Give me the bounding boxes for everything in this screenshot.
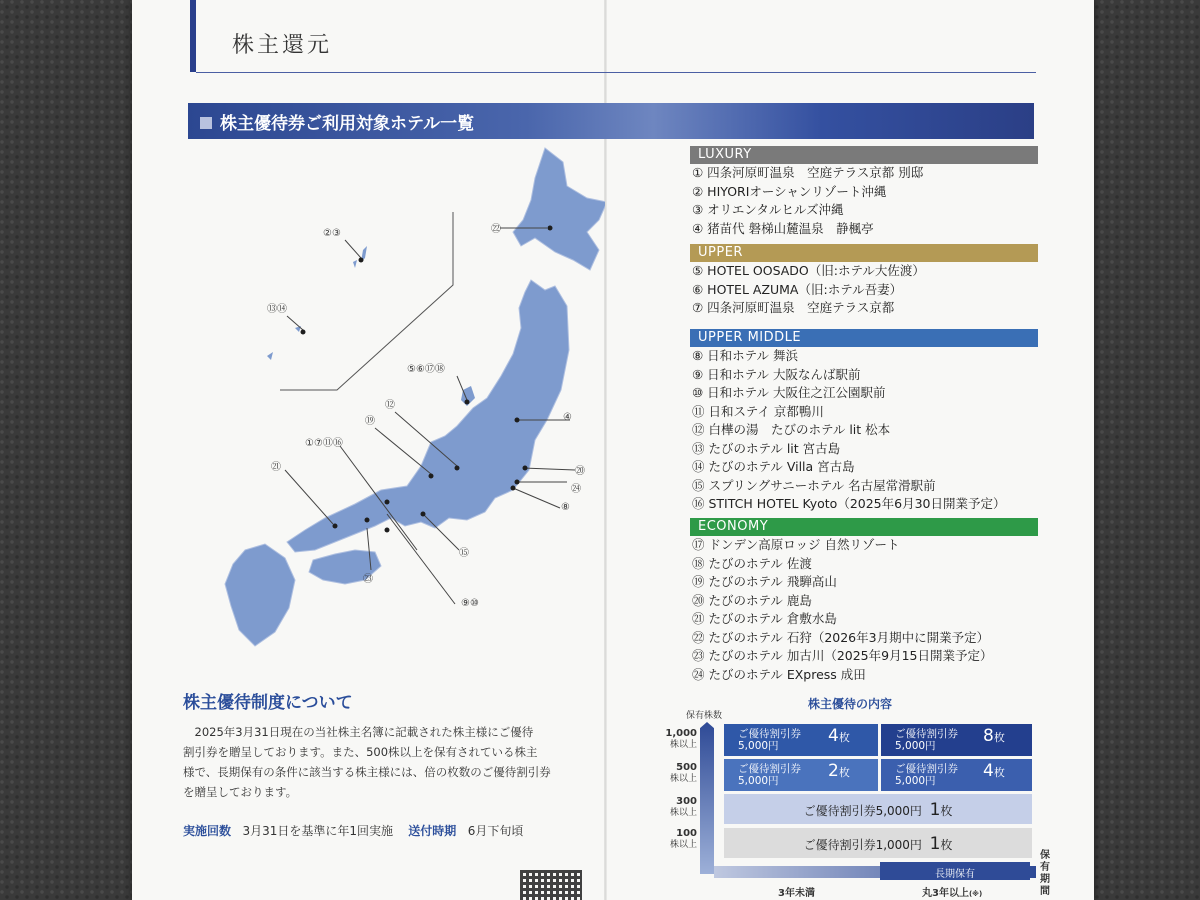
- hotel-item: ⑨ 日和ホテル 大阪なんば駅前: [692, 366, 861, 382]
- about-line: 2025年3月31日現在の当社株主名簿に記載された株主様にご優待: [183, 725, 534, 739]
- japan-map: [195, 140, 605, 675]
- shares-unit: 株以上: [669, 740, 697, 750]
- hotel-item: ⑪ 日和ステイ 京都鴨川: [692, 403, 824, 419]
- map-marker-label: ㉓: [363, 574, 373, 585]
- unit-mai: 枚: [993, 766, 1005, 779]
- send-label: 送付時期: [408, 824, 457, 838]
- category-heading: LUXURY: [690, 146, 1038, 164]
- hotel-item: ② HIYORIオーシャンリゾート沖縄: [692, 183, 887, 199]
- category-heading: UPPER: [690, 244, 1038, 262]
- schedule-info: [183, 822, 523, 839]
- japan-map-graphic: [195, 140, 605, 675]
- category-heading: ECONOMY: [690, 518, 1038, 536]
- category-upper-middle: [690, 329, 1038, 514]
- hotel-item: ⑳ たびのホテル 鹿島: [692, 592, 812, 608]
- shares-row-label: [655, 796, 697, 819]
- about-body: [183, 722, 593, 802]
- long-term-label: 長期保有: [880, 862, 1030, 880]
- period-over-3-text: 丸3年以上: [922, 888, 969, 899]
- shares-unit: 株以上: [669, 840, 697, 850]
- benefit-title: 株主優待の内容: [808, 697, 893, 711]
- benefit-cell: [724, 724, 878, 756]
- map-marker-label: ②③: [323, 228, 341, 239]
- shares-value: 500: [676, 762, 697, 773]
- hotel-item: ⑲ たびのホテル 飛騨高山: [692, 574, 837, 589]
- hotel-item: ⑥ HOTEL AZUMA（旧:ホテル吾妻）: [692, 281, 903, 297]
- hotel-item: ⑱ たびのホテル 佐渡: [692, 555, 812, 571]
- cell-text: 5,000円: [895, 740, 936, 752]
- map-marker-label: ㉔: [571, 484, 581, 495]
- period-over-3: [922, 884, 982, 899]
- cell-text: ご優待割引券: [738, 728, 801, 740]
- benefit-cell: [881, 759, 1032, 791]
- hotel-item: ㉒ たびのホテル 石狩（2026年3月期中に開業予定）: [692, 629, 990, 645]
- category-upper: [690, 244, 1038, 318]
- shares-value: 100: [676, 828, 697, 839]
- hotel-item: ⑩ 日和ホテル 大阪住之江公園駅前: [692, 385, 886, 400]
- ticket-count: 4: [983, 761, 994, 781]
- hotel-item: ④ 猪苗代 磐梯山麓温泉 静楓亭: [692, 220, 874, 236]
- ticket-count: 1: [929, 834, 941, 854]
- unit-mai: 枚: [838, 766, 850, 779]
- category-heading: UPPER MIDDLE: [690, 329, 1038, 347]
- hotel-item: ⑮ スプリングサニーホテル 名古屋常滑駅前: [692, 477, 936, 493]
- header-accent: [190, 0, 196, 72]
- period-under-3: 3年未満: [778, 888, 815, 899]
- footnote-mark: (※): [968, 890, 983, 898]
- map-marker-label: ⑬⑭: [267, 304, 287, 315]
- hotel-item: ㉔ たびのホテル EXpress 成田: [692, 666, 866, 682]
- shares-value: 1,000: [665, 728, 697, 739]
- benefit-cell: [724, 759, 878, 791]
- cell-text: ご優待割引券: [895, 763, 958, 775]
- map-marker-label: ⑨⑩: [461, 598, 479, 609]
- hotel-item: ⑯ STITCH HOTEL Kyoto（2025年6月30日開業予定）: [692, 496, 1006, 511]
- category-economy: [690, 518, 1038, 684]
- period-axis-label: 保有期間: [1040, 850, 1050, 897]
- unit-mai: 枚: [940, 804, 953, 818]
- shares-unit: 株以上: [669, 808, 697, 818]
- section-title: 株主優待券ご利用対象ホテル一覧: [220, 114, 475, 134]
- map-marker-label: ④: [563, 412, 572, 423]
- cell-text: ご優待割引券: [895, 728, 958, 740]
- about-title: 株主優待制度について: [183, 693, 353, 713]
- about-line: 割引券を贈呈しております。また、500株以上を保有されている株主: [183, 745, 538, 759]
- about-line: 様で、長期保有の条件に該当する株主様には、倍の枚数のご優待割引券: [183, 765, 551, 779]
- unit-mai: 枚: [993, 731, 1005, 744]
- hotel-item: ⑰ ドンデン高原ロッジ 自然リゾート: [692, 537, 900, 552]
- hotel-item: ⑧ 日和ホテル 舞浜: [692, 348, 799, 363]
- cell-text: 5,000円: [738, 740, 779, 752]
- hotel-item: ⑬ たびのホテル lit 宮古島: [692, 440, 841, 456]
- shares-value: 300: [676, 796, 697, 807]
- map-marker-label: ⑲: [365, 416, 375, 427]
- hotel-item: ㉑ たびのホテル 倉敷水島: [692, 611, 837, 626]
- map-marker-label: ⑧: [561, 502, 570, 513]
- benefit-cell: [724, 828, 1032, 858]
- hotel-item: ⑦ 四条河原町温泉 空庭テラス京都: [692, 300, 895, 315]
- benefit-cell: [881, 724, 1032, 756]
- shares-axis-arrow: [700, 722, 714, 874]
- qr-code[interactable]: [520, 870, 582, 900]
- cell-text: 5,000円: [738, 775, 779, 787]
- header-rule: [196, 72, 1036, 73]
- about-line: を贈呈しております。: [183, 785, 298, 799]
- unit-mai: 枚: [838, 731, 850, 744]
- page-title: 株主還元: [232, 33, 333, 58]
- shares-row-label: [655, 762, 697, 785]
- shares-unit: 株以上: [669, 774, 697, 784]
- map-marker-label: ①⑦⑪⑯: [305, 438, 343, 449]
- category-luxury: [690, 146, 1038, 238]
- frequency-label: 実施回数: [183, 824, 232, 838]
- cell-text: ご優待割引券: [738, 763, 801, 775]
- map-marker-label: ㉒: [491, 224, 501, 235]
- cell-text: 5,000円: [895, 775, 936, 787]
- unit-mai: 枚: [940, 838, 953, 852]
- benefit-cell: [724, 794, 1032, 824]
- hotel-item: ⑭ たびのホテル Villa 宮古島: [692, 459, 855, 474]
- square-bullet-icon: [200, 117, 212, 129]
- shares-axis-label: 保有株数: [686, 711, 723, 721]
- ticket-count: 4: [828, 726, 839, 746]
- map-marker-label: ㉑: [271, 462, 281, 473]
- hotel-item: ③ オリエンタルヒルズ沖縄: [692, 202, 844, 217]
- hotel-item: ㉓ たびのホテル 加古川（2025年9月15日開業予定）: [692, 648, 993, 663]
- ticket-count: 2: [828, 761, 839, 781]
- map-marker-label: ⑤⑥⑰⑱: [407, 364, 445, 375]
- map-marker-label: ⑫: [385, 400, 395, 411]
- section-heading: [188, 103, 1034, 139]
- hotel-item: ⑫ 白樺の湯 たびのホテル lit 松本: [692, 422, 891, 437]
- hotel-item: ① 四条河原町温泉 空庭テラス京都 別邸: [692, 165, 924, 180]
- map-marker-label: ⑳: [575, 466, 585, 477]
- cell-text: ご優待割引券5,000円: [803, 804, 922, 818]
- ticket-count: 1: [929, 800, 941, 820]
- shares-row-label: [655, 828, 697, 851]
- map-marker-label: ⑮: [459, 548, 469, 559]
- ticket-count: 8: [983, 726, 994, 746]
- shares-row-label: [655, 728, 697, 751]
- cell-text: ご優待割引券1,000円: [803, 838, 922, 852]
- hotel-item: ⑤ HOTEL OOSADO（旧:ホテル大佐渡）: [692, 263, 925, 278]
- send-value: 6月下旬頃: [467, 824, 524, 838]
- frequency-value: 3月31日を基準に年1回実施: [242, 824, 394, 838]
